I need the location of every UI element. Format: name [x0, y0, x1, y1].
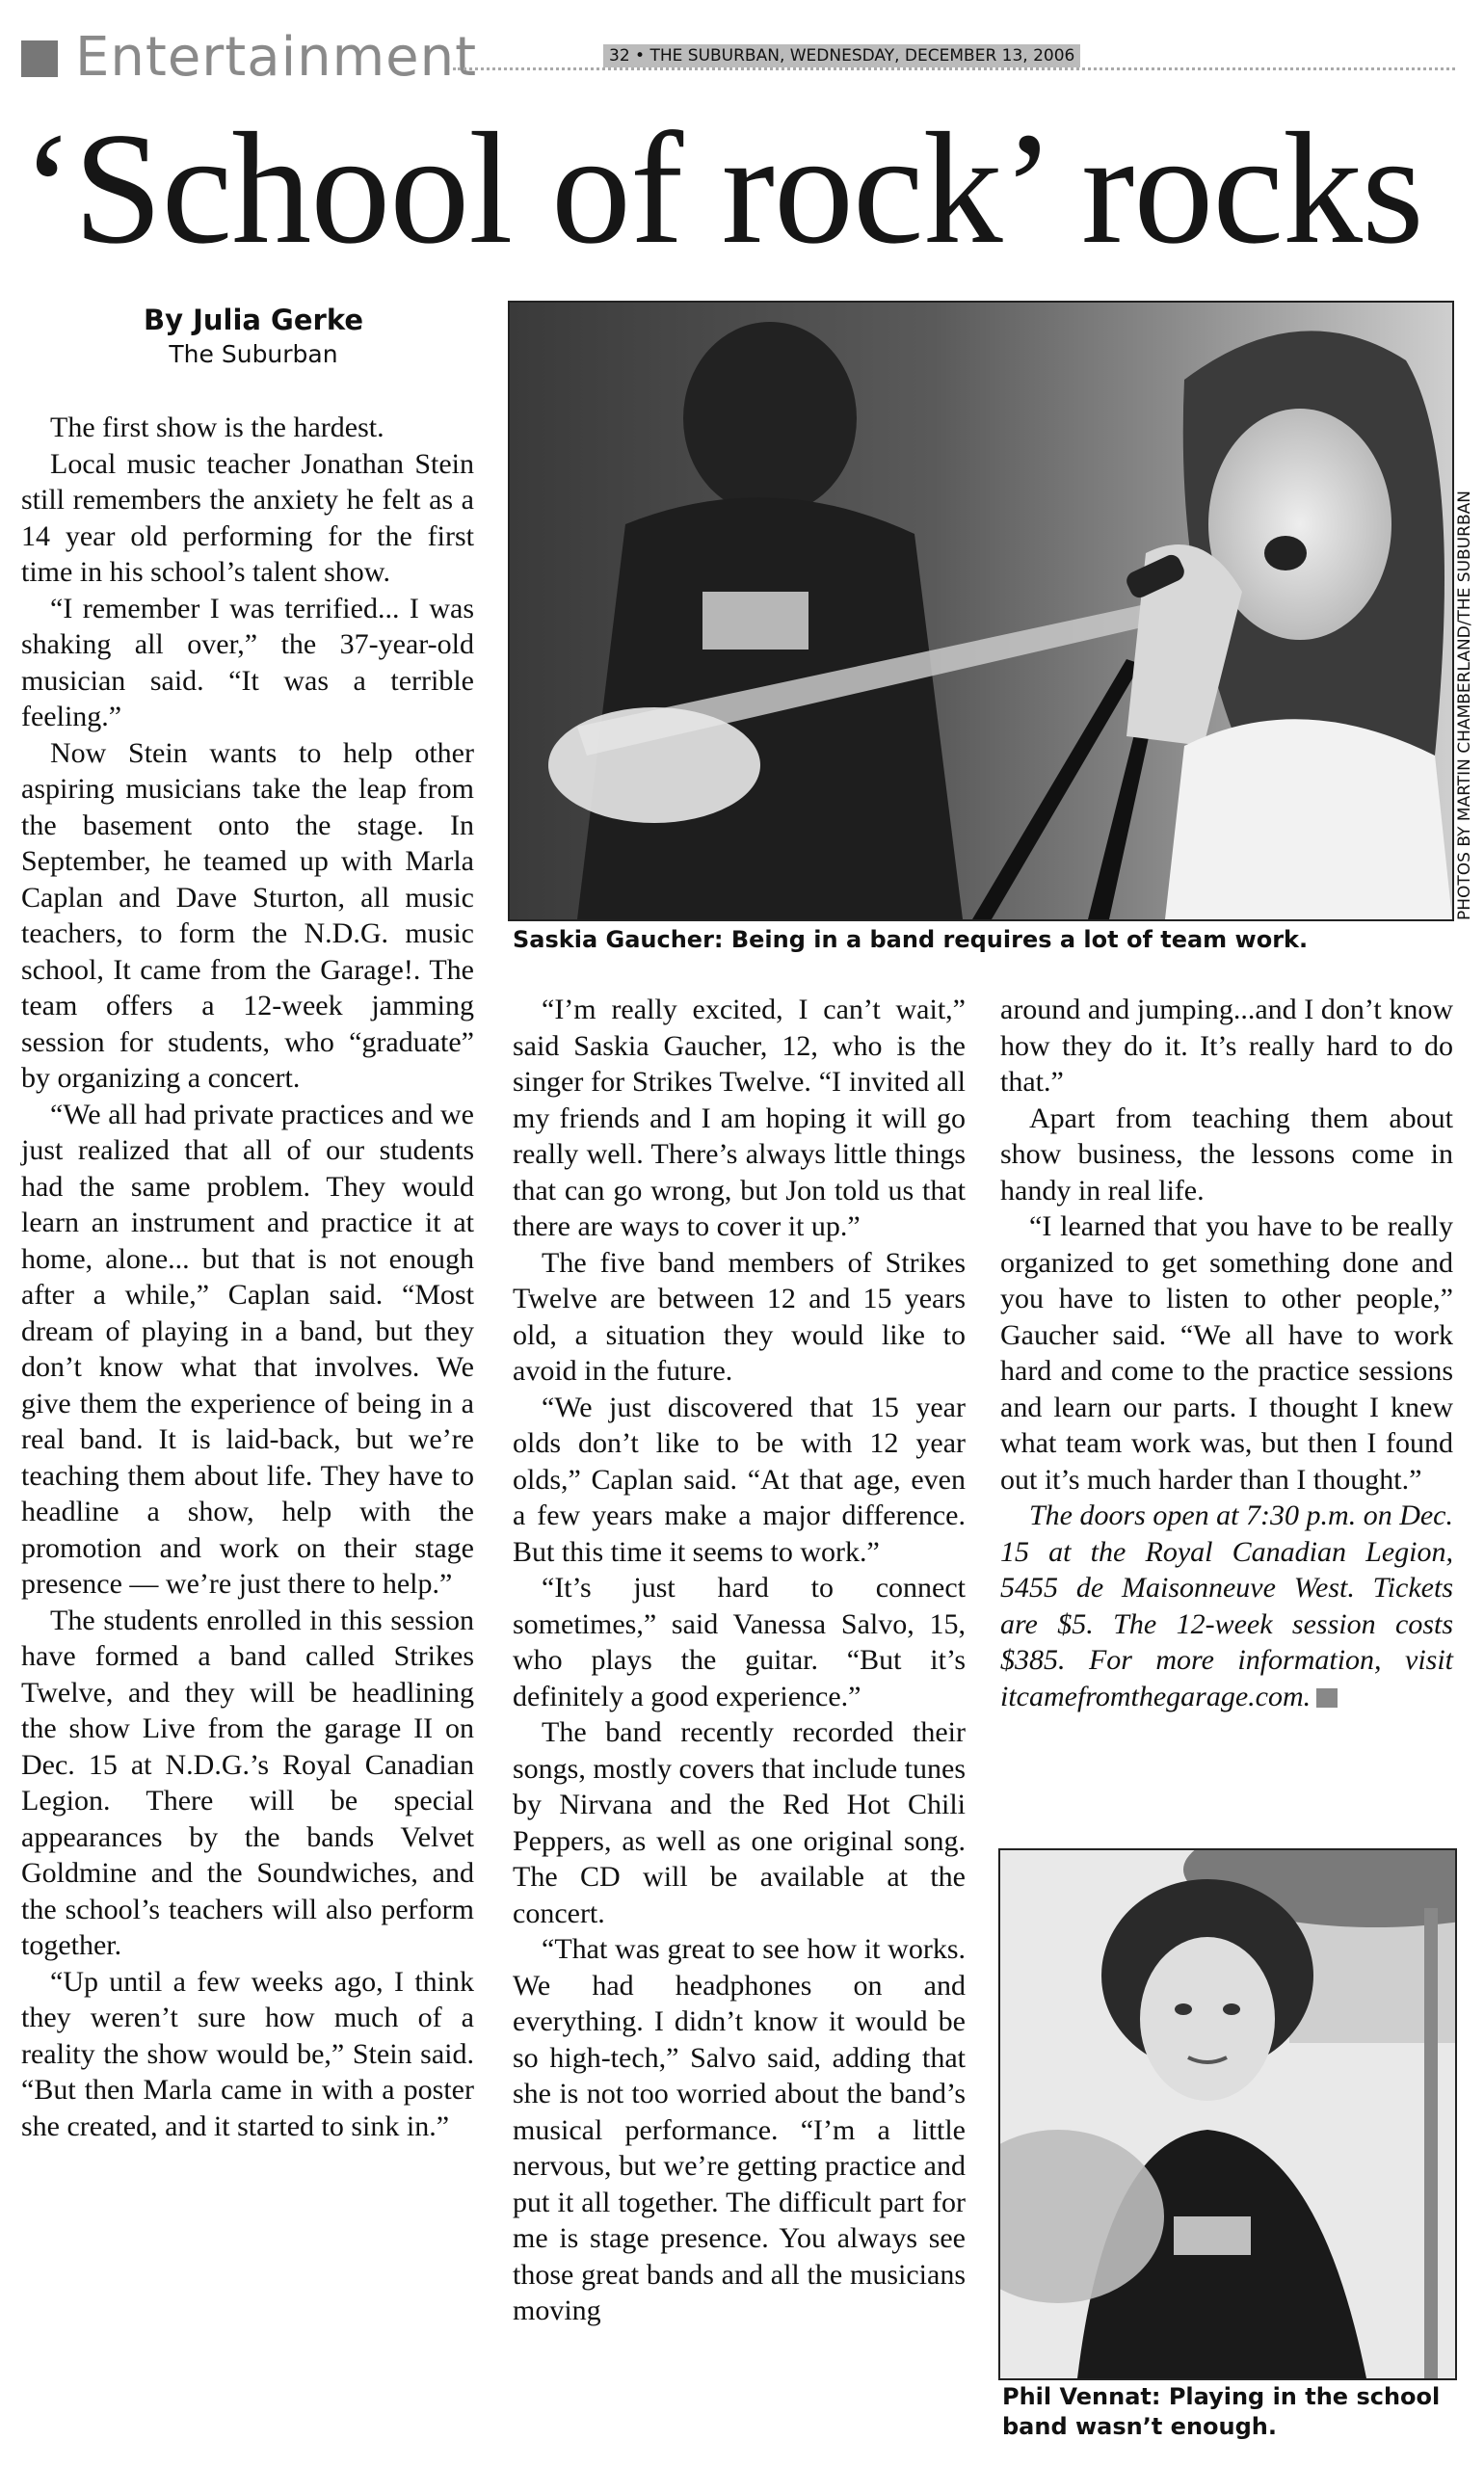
byline-outlet: The Suburban [169, 340, 338, 368]
paragraph: “We all had private practices and we just realized that all of our students had the same problem. They would learn an instrument and practice it at home, alone... but that is not enough after a while,” Caplan said. “Most dream of playing in a band, but they don’t know what that involves. We give them the experience of being in a real band. It is laid-back, but we’re teaching them about life. They have to headline a show, help with the promotion and work on their stage presence — we’re just there to help.” [21, 1098, 474, 1600]
article-column-2 [513, 992, 966, 2329]
headline: ‘School of rock’ rocks [21, 99, 1423, 277]
article-column-3 [1000, 992, 1453, 1714]
section-label: Entertainment [75, 26, 478, 89]
paragraph: The five band members of Strikes Twelve are between 12 and 15 years old, a situation they would like to avoid in the future. [513, 1246, 966, 1387]
paragraph: “That was great to see how it works. We had headphones on and everything. I didn’t know it would be so high-tech,” Salvo said, adding that she is not too worried about the band’s musical performance. “I’m a little nervous, but we’re getting practice and put it all together. The difficult part for me is stage presence. You always see those great bands and all the musicians moving [513, 1933, 966, 2326]
paragraph: Local music teacher Jonathan Stein still remembers the anxiety he felt as a 14 year old performing for the first time in his school’s talent show. [21, 447, 474, 588]
paragraph: The band recently recorded their songs, mostly covers that include tunes by Nirvana and the Red Hot Chili Peppers, as well as one original song. The CD will be available at the concert. [513, 1716, 966, 1929]
paragraph: “Up until a few weeks ago, I think they weren’t sure how much of a reality the show would be,” Stein said. “But then Marla came in with a poster she created, and it started to sink in.” [21, 1965, 474, 2142]
article-column-1 [21, 410, 474, 2144]
photo-singer [508, 301, 1454, 921]
folio: 32 • THE SUBURBAN, WEDNESDAY, DECEMBER 13, 2006 [603, 44, 1080, 67]
byline-author: By Julia Gerke [143, 304, 364, 336]
paragraph: “I learned that you have to be really organized to get something done and you have to listen to other people,” Gaucher said. “We all have to work hard and come to the practice sessions and learn our parts. I thought I knew what team work was, but then I found out it’s much harder than I thought.” [1000, 1210, 1453, 1496]
section-marker-icon [21, 40, 58, 77]
drummer-photo-image [1000, 1850, 1455, 2378]
paragraph: The students enrolled in this session have formed a band called Strikes Twelve, and they will be headlining the show Live from the garage II on Dec. 15 at N.D.G.’s Royal Canadian Legion. There will be special appearances by the bands Velvet Goldmine and the Soundwiches, and the school’s teachers will also perform together. [21, 1604, 474, 1961]
header-rule [453, 67, 1455, 70]
paragraph: “It’s just hard to connect sometimes,” said Vanessa Salvo, 15, who plays the guitar. “But it’s definitely a good experience.” [513, 1572, 966, 1712]
end-mark-icon [1316, 1688, 1338, 1708]
paragraph: Apart from teaching them about show business, the lessons come in handy in real life. [1000, 1101, 1453, 1207]
photo-drummer [998, 1848, 1457, 2380]
paragraph: “We just discovered that 15 year olds don’t like to be with 12 year olds,” Caplan said. “At that age, even a few years make a major difference. But this time it seems to work.” [513, 1391, 966, 1568]
caption-bottom: Phil Vennat: Playing in the school band wasn’t enough. [1002, 2383, 1441, 2440]
singer-photo-image [510, 303, 1452, 919]
event-info [1000, 1498, 1453, 1714]
photo-credit: PHOTOS BY MARTIN CHAMBERLAND/THE SUBURBAN [1455, 491, 1474, 920]
paragraph: “I’m really excited, I can’t wait,” said Saskia Gaucher, 12, who is the singer for Strikes Twelve. “I invited all my friends and I am hoping it will go really well. There’s always little things that can go wrong, but Jon told us that there are ways to cover it up.” [513, 994, 966, 1242]
paragraph: “I remember I was terrified... I was shaking all over,” the 37-year-old musician said. “It was a terrible feeling.” [21, 592, 474, 732]
event-info-text: The doors open at 7:30 p.m. on Dec. 15 at the Royal Canadian Legion, 5455 de Maisonneuve West. Tickets are $5. The 12-week session costs $385. For more information, visit itcamefromthegarage.com. [1000, 1499, 1453, 1712]
caption-top: Saskia Gaucher: Being in a band requires a lot of team work. [513, 926, 1309, 953]
paragraph: around and jumping...and I don’t know how they do it. It’s really hard to do that.” [1000, 994, 1453, 1098]
paragraph: The first show is the hardest. [50, 411, 384, 443]
paragraph: Now Stein wants to help other aspiring musicians take the leap from the basement onto the stage. In September, he teamed up with Marla Caplan and Dave Sturton, all music teachers, to form the N.D.G. music school, It came from the Garage!. The team offers a 12-week jamming session for students, who “graduate” by organizing a concert. [21, 736, 474, 1094]
